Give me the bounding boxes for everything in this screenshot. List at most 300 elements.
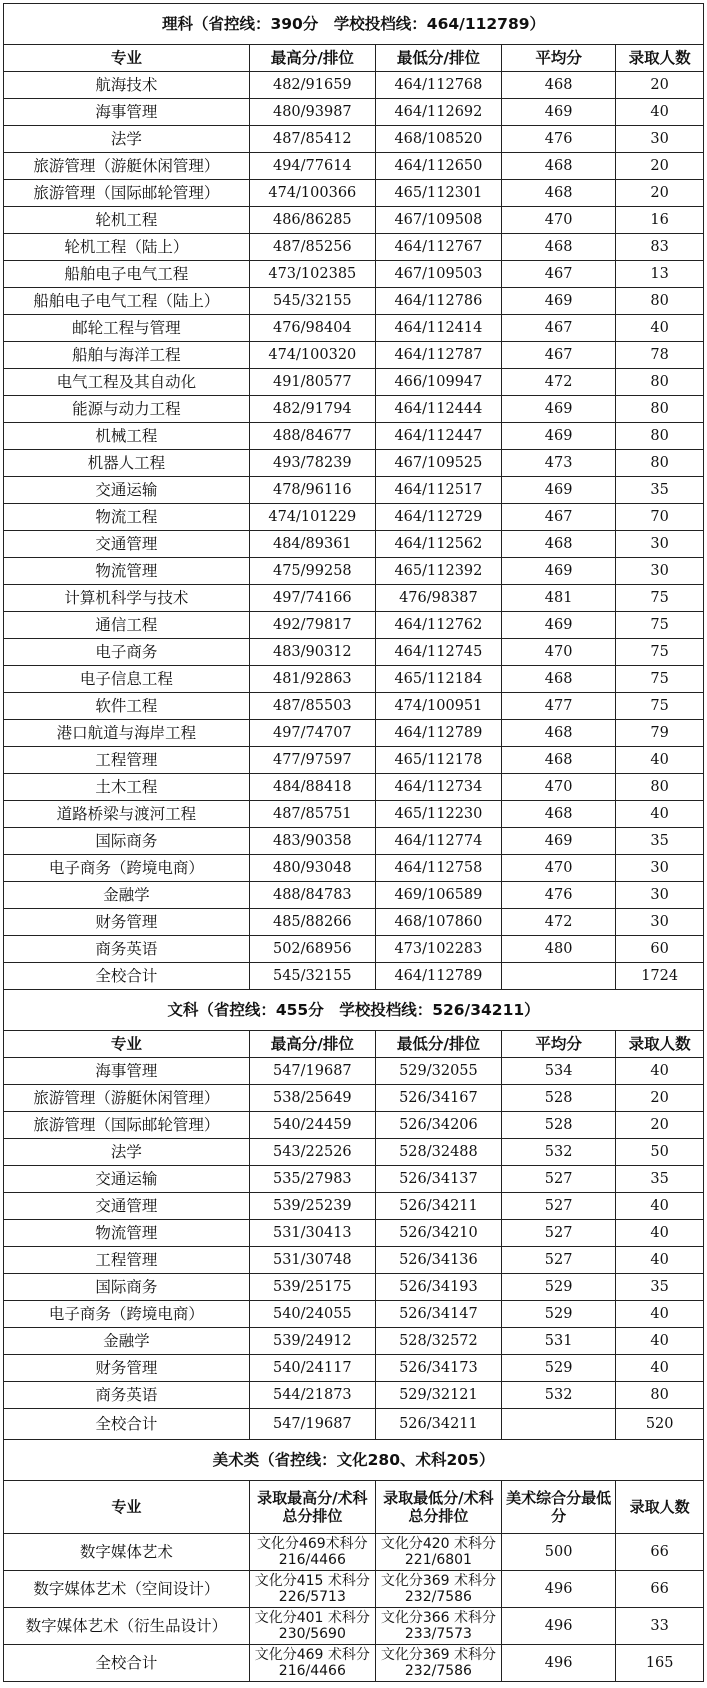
admitted-count-cell: 40 — [616, 1328, 704, 1355]
lowest-score-cell: 465/112178 — [375, 747, 501, 774]
major-cell: 数字媒体艺术（空间设计） — [4, 1571, 250, 1608]
admitted-count-cell: 79 — [616, 720, 704, 747]
major-cell: 道路桥梁与渡河工程 — [4, 801, 250, 828]
table-row — [4, 531, 704, 558]
table-row — [4, 1058, 704, 1085]
admitted-count-cell: 20 — [616, 1112, 704, 1139]
admitted-count-cell: 13 — [616, 261, 704, 288]
average-score-cell: 532 — [501, 1139, 615, 1166]
lowest-score-cell: 526/34167 — [375, 1085, 501, 1112]
lowest-score-cell: 464/112444 — [375, 396, 501, 423]
admitted-count-cell: 75 — [616, 693, 704, 720]
highest-score-cell: 484/88418 — [249, 774, 375, 801]
highest-score-cell: 474/100320 — [249, 342, 375, 369]
highest-score-cell: 481/92863 — [249, 666, 375, 693]
admitted-count-cell: 75 — [616, 612, 704, 639]
major-cell: 机器人工程 — [4, 450, 250, 477]
major-cell: 邮轮工程与管理 — [4, 315, 250, 342]
admitted-count-cell: 75 — [616, 639, 704, 666]
lowest-score-cell: 465/112184 — [375, 666, 501, 693]
average-score-cell: 470 — [501, 774, 615, 801]
admitted-count-cell: 40 — [616, 1301, 704, 1328]
lowest-score-cell: 526/34210 — [375, 1220, 501, 1247]
lowest-score-cell: 464/112745 — [375, 639, 501, 666]
average-score-cell: 527 — [501, 1193, 615, 1220]
column-header: 录取人数 — [616, 45, 704, 72]
admitted-count-cell: 80 — [616, 1382, 704, 1409]
highest-score-cell: 484/89361 — [249, 531, 375, 558]
major-cell: 旅游管理（国际邮轮管理） — [4, 180, 250, 207]
table-row — [4, 1534, 704, 1571]
lowest-score-cell: 476/98387 — [375, 585, 501, 612]
table-row — [4, 558, 704, 585]
major-cell: 旅游管理（游艇休闲管理） — [4, 1085, 250, 1112]
highest-score-cell: 531/30413 — [249, 1220, 375, 1247]
table-row — [4, 774, 704, 801]
average-score-cell: 496 — [501, 1645, 615, 1682]
admitted-count-cell: 30 — [616, 909, 704, 936]
highest-score-cell: 547/19687 — [249, 1058, 375, 1085]
science-section-title — [4, 4, 704, 45]
major-cell: 海事管理 — [4, 99, 250, 126]
average-score-cell: 469 — [501, 612, 615, 639]
highest-score-cell: 480/93048 — [249, 855, 375, 882]
lowest-score-cell: 464/112447 — [375, 423, 501, 450]
lowest-score-cell: 文化分369 术科分232/7586 — [375, 1571, 501, 1608]
lowest-score-cell: 文化分369 术科分232/7586 — [375, 1645, 501, 1682]
major-cell: 港口航道与海岸工程 — [4, 720, 250, 747]
major-cell: 商务英语 — [4, 1382, 250, 1409]
lowest-score-cell: 466/109947 — [375, 369, 501, 396]
major-cell: 全校合计 — [4, 963, 250, 990]
table-row — [4, 477, 704, 504]
column-header: 最低分/排位 — [375, 45, 501, 72]
fineart-section-title — [4, 1440, 704, 1481]
admitted-count-cell: 40 — [616, 1220, 704, 1247]
highest-score-cell: 488/84783 — [249, 882, 375, 909]
highest-score-cell: 482/91794 — [249, 396, 375, 423]
table-row — [4, 801, 704, 828]
highest-score-cell: 497/74166 — [249, 585, 375, 612]
average-score-cell — [501, 963, 615, 990]
major-cell: 船舶与海洋工程 — [4, 342, 250, 369]
admitted-count-cell: 40 — [616, 747, 704, 774]
highest-score-cell: 544/21873 — [249, 1382, 375, 1409]
table-row — [4, 342, 704, 369]
admitted-count-cell: 70 — [616, 504, 704, 531]
table-row — [4, 423, 704, 450]
table-row — [4, 855, 704, 882]
major-cell: 商务英语 — [4, 936, 250, 963]
major-cell: 法学 — [4, 126, 250, 153]
admitted-count-cell: 80 — [616, 450, 704, 477]
admitted-count-cell: 20 — [616, 153, 704, 180]
column-header: 平均分 — [501, 45, 615, 72]
major-cell: 物流工程 — [4, 504, 250, 531]
average-score-cell: 529 — [501, 1301, 615, 1328]
major-cell: 工程管理 — [4, 1247, 250, 1274]
table-row — [4, 1608, 704, 1645]
lowest-score-cell: 467/109503 — [375, 261, 501, 288]
table-row — [4, 909, 704, 936]
lowest-score-cell: 526/34136 — [375, 1247, 501, 1274]
lowest-score-cell: 529/32121 — [375, 1382, 501, 1409]
highest-score-cell: 494/77614 — [249, 153, 375, 180]
total-row — [4, 1409, 704, 1440]
admitted-count-cell: 1724 — [616, 963, 704, 990]
table-row — [4, 1193, 704, 1220]
average-score-cell: 469 — [501, 477, 615, 504]
average-score-cell: 469 — [501, 423, 615, 450]
major-cell: 海事管理 — [4, 1058, 250, 1085]
column-header: 录取最高分/术科总分排位 — [249, 1481, 375, 1534]
table-row — [4, 585, 704, 612]
highest-score-cell: 502/68956 — [249, 936, 375, 963]
table-row — [4, 450, 704, 477]
table-row — [4, 1085, 704, 1112]
average-score-cell: 528 — [501, 1085, 615, 1112]
average-score-cell: 496 — [501, 1608, 615, 1645]
admitted-count-cell: 20 — [616, 1085, 704, 1112]
average-score-cell: 469 — [501, 288, 615, 315]
table-row — [4, 828, 704, 855]
highest-score-cell: 488/84677 — [249, 423, 375, 450]
admitted-count-cell: 80 — [616, 423, 704, 450]
lowest-score-cell: 464/112734 — [375, 774, 501, 801]
column-header: 录取人数 — [616, 1481, 704, 1534]
lowest-score-cell: 526/34193 — [375, 1274, 501, 1301]
highest-score-cell: 文化分415 术科分226/5713 — [249, 1571, 375, 1608]
table-row — [4, 153, 704, 180]
lowest-score-cell: 464/112758 — [375, 855, 501, 882]
admitted-count-cell: 66 — [616, 1534, 704, 1571]
table-row — [4, 1328, 704, 1355]
admitted-count-cell: 35 — [616, 1166, 704, 1193]
major-cell: 国际商务 — [4, 828, 250, 855]
section-title: 文科（省控线：455分 学校投档线：526/34211） — [4, 990, 704, 1031]
admitted-count-cell: 30 — [616, 882, 704, 909]
average-score-cell: 529 — [501, 1355, 615, 1382]
column-header: 最高分/排位 — [249, 1031, 375, 1058]
average-score-cell: 527 — [501, 1220, 615, 1247]
admission-score-table — [3, 3, 704, 1682]
major-cell: 船舶电子电气工程（陆上） — [4, 288, 250, 315]
average-score-cell: 469 — [501, 558, 615, 585]
table-row — [4, 882, 704, 909]
section-title: 美术类（省控线：文化280、术科205） — [4, 1440, 704, 1481]
major-cell: 电子商务（跨境电商） — [4, 855, 250, 882]
highest-score-cell: 476/98404 — [249, 315, 375, 342]
admitted-count-cell: 80 — [616, 396, 704, 423]
admitted-count-cell: 520 — [616, 1409, 704, 1440]
admitted-count-cell: 20 — [616, 180, 704, 207]
average-score-cell: 467 — [501, 504, 615, 531]
column-header: 专业 — [4, 45, 250, 72]
highest-score-cell: 545/32155 — [249, 288, 375, 315]
section-title: 理科（省控线：390分 学校投档线：464/112789） — [4, 4, 704, 45]
lowest-score-cell: 464/112789 — [375, 720, 501, 747]
average-score-cell: 472 — [501, 909, 615, 936]
table-row — [4, 126, 704, 153]
table-row — [4, 369, 704, 396]
admitted-count-cell: 20 — [616, 72, 704, 99]
average-score-cell: 529 — [501, 1274, 615, 1301]
highest-score-cell: 535/27983 — [249, 1166, 375, 1193]
table-row — [4, 1382, 704, 1409]
average-score-cell: 527 — [501, 1247, 615, 1274]
major-cell: 旅游管理（游艇休闲管理） — [4, 153, 250, 180]
major-cell: 通信工程 — [4, 612, 250, 639]
table-row — [4, 99, 704, 126]
table-row — [4, 1166, 704, 1193]
admitted-count-cell: 16 — [616, 207, 704, 234]
table-row — [4, 261, 704, 288]
lowest-score-cell: 464/112729 — [375, 504, 501, 531]
lowest-score-cell: 文化分366 术科分233/7573 — [375, 1608, 501, 1645]
table-row — [4, 234, 704, 261]
table-row — [4, 1645, 704, 1682]
average-score-cell: 481 — [501, 585, 615, 612]
major-cell: 交通管理 — [4, 531, 250, 558]
highest-score-cell: 540/24055 — [249, 1301, 375, 1328]
highest-score-cell: 545/32155 — [249, 963, 375, 990]
major-cell: 电子信息工程 — [4, 666, 250, 693]
science-header-row — [4, 45, 704, 72]
lowest-score-cell: 464/112692 — [375, 99, 501, 126]
lowest-score-cell: 464/112789 — [375, 963, 501, 990]
average-score-cell: 528 — [501, 1112, 615, 1139]
admitted-count-cell: 40 — [616, 315, 704, 342]
highest-score-cell: 547/19687 — [249, 1409, 375, 1440]
lowest-score-cell: 526/34147 — [375, 1301, 501, 1328]
lowest-score-cell: 474/100951 — [375, 693, 501, 720]
highest-score-cell: 487/85256 — [249, 234, 375, 261]
highest-score-cell: 539/24912 — [249, 1328, 375, 1355]
major-cell: 电气工程及其自动化 — [4, 369, 250, 396]
admitted-count-cell: 40 — [616, 1355, 704, 1382]
major-cell: 数字媒体艺术（衍生品设计） — [4, 1608, 250, 1645]
lowest-score-cell: 528/32572 — [375, 1328, 501, 1355]
average-score-cell: 476 — [501, 882, 615, 909]
lowest-score-cell: 464/112414 — [375, 315, 501, 342]
average-score-cell: 470 — [501, 639, 615, 666]
highest-score-cell: 487/85412 — [249, 126, 375, 153]
highest-score-cell: 539/25239 — [249, 1193, 375, 1220]
table-row — [4, 396, 704, 423]
highest-score-cell: 474/100366 — [249, 180, 375, 207]
average-score-cell: 468 — [501, 747, 615, 774]
average-score-cell: 527 — [501, 1166, 615, 1193]
average-score-cell: 469 — [501, 99, 615, 126]
major-cell: 金融学 — [4, 882, 250, 909]
average-score-cell: 470 — [501, 855, 615, 882]
lowest-score-cell: 464/112762 — [375, 612, 501, 639]
highest-score-cell: 480/93987 — [249, 99, 375, 126]
lowest-score-cell: 467/109508 — [375, 207, 501, 234]
admitted-count-cell: 78 — [616, 342, 704, 369]
highest-score-cell: 531/30748 — [249, 1247, 375, 1274]
major-cell: 软件工程 — [4, 693, 250, 720]
major-cell: 轮机工程（陆上） — [4, 234, 250, 261]
lowest-score-cell: 468/107860 — [375, 909, 501, 936]
highest-score-cell: 539/25175 — [249, 1274, 375, 1301]
table-row — [4, 504, 704, 531]
table-row — [4, 720, 704, 747]
average-score-cell: 476 — [501, 126, 615, 153]
highest-score-cell: 文化分469术科分216/4466 — [249, 1534, 375, 1571]
highest-score-cell: 543/22526 — [249, 1139, 375, 1166]
table-row — [4, 1301, 704, 1328]
major-cell: 财务管理 — [4, 909, 250, 936]
lowest-score-cell: 526/34137 — [375, 1166, 501, 1193]
lowest-score-cell: 526/34206 — [375, 1112, 501, 1139]
total-row — [4, 963, 704, 990]
admitted-count-cell: 35 — [616, 477, 704, 504]
lowest-score-cell: 464/112774 — [375, 828, 501, 855]
lowest-score-cell: 文化分420 术科分221/6801 — [375, 1534, 501, 1571]
table-row — [4, 666, 704, 693]
highest-score-cell: 473/102385 — [249, 261, 375, 288]
major-cell: 国际商务 — [4, 1274, 250, 1301]
highest-score-cell: 487/85751 — [249, 801, 375, 828]
average-score-cell — [501, 1409, 615, 1440]
average-score-cell: 468 — [501, 720, 615, 747]
average-score-cell: 467 — [501, 261, 615, 288]
admitted-count-cell: 83 — [616, 234, 704, 261]
table-row — [4, 693, 704, 720]
major-cell: 电子商务 — [4, 639, 250, 666]
highest-score-cell: 492/79817 — [249, 612, 375, 639]
average-score-cell: 534 — [501, 1058, 615, 1085]
admitted-count-cell: 40 — [616, 1247, 704, 1274]
average-score-cell: 467 — [501, 315, 615, 342]
major-cell: 电子商务（跨境电商） — [4, 1301, 250, 1328]
admitted-count-cell: 33 — [616, 1608, 704, 1645]
admitted-count-cell: 40 — [616, 1193, 704, 1220]
highest-score-cell: 540/24117 — [249, 1355, 375, 1382]
highest-score-cell: 538/25649 — [249, 1085, 375, 1112]
average-score-cell: 467 — [501, 342, 615, 369]
highest-score-cell: 482/91659 — [249, 72, 375, 99]
admitted-count-cell: 30 — [616, 855, 704, 882]
highest-score-cell: 478/96116 — [249, 477, 375, 504]
table-row — [4, 747, 704, 774]
average-score-cell: 468 — [501, 666, 615, 693]
lowest-score-cell: 465/112301 — [375, 180, 501, 207]
admitted-count-cell: 75 — [616, 585, 704, 612]
average-score-cell: 500 — [501, 1534, 615, 1571]
highest-score-cell: 540/24459 — [249, 1112, 375, 1139]
table-row — [4, 1247, 704, 1274]
highest-score-cell: 文化分401 术科分230/5690 — [249, 1608, 375, 1645]
highest-score-cell: 文化分469 术科分216/4466 — [249, 1645, 375, 1682]
table-row — [4, 1220, 704, 1247]
highest-score-cell: 483/90358 — [249, 828, 375, 855]
table-row — [4, 1139, 704, 1166]
average-score-cell: 470 — [501, 207, 615, 234]
major-cell: 全校合计 — [4, 1645, 250, 1682]
lowest-score-cell: 464/112517 — [375, 477, 501, 504]
admitted-count-cell: 40 — [616, 1058, 704, 1085]
admitted-count-cell: 165 — [616, 1645, 704, 1682]
table-row — [4, 639, 704, 666]
average-score-cell: 472 — [501, 369, 615, 396]
average-score-cell: 469 — [501, 828, 615, 855]
arts-header-row — [4, 1031, 704, 1058]
table-row — [4, 207, 704, 234]
table-row — [4, 315, 704, 342]
admitted-count-cell: 60 — [616, 936, 704, 963]
average-score-cell: 477 — [501, 693, 615, 720]
column-header: 最高分/排位 — [249, 45, 375, 72]
column-header: 录取人数 — [616, 1031, 704, 1058]
average-score-cell: 468 — [501, 234, 615, 261]
table-row — [4, 936, 704, 963]
major-cell: 全校合计 — [4, 1409, 250, 1440]
table-row — [4, 612, 704, 639]
table-row — [4, 72, 704, 99]
average-score-cell: 473 — [501, 450, 615, 477]
admitted-count-cell: 80 — [616, 288, 704, 315]
highest-score-cell: 493/78239 — [249, 450, 375, 477]
major-cell: 物流管理 — [4, 1220, 250, 1247]
lowest-score-cell: 464/112767 — [375, 234, 501, 261]
major-cell: 金融学 — [4, 1328, 250, 1355]
column-header: 专业 — [4, 1031, 250, 1058]
lowest-score-cell: 464/112787 — [375, 342, 501, 369]
average-score-cell: 469 — [501, 396, 615, 423]
admitted-count-cell: 30 — [616, 558, 704, 585]
admitted-count-cell: 75 — [616, 666, 704, 693]
highest-score-cell: 483/90312 — [249, 639, 375, 666]
average-score-cell: 468 — [501, 801, 615, 828]
highest-score-cell: 486/86285 — [249, 207, 375, 234]
lowest-score-cell: 465/112392 — [375, 558, 501, 585]
highest-score-cell: 497/74707 — [249, 720, 375, 747]
average-score-cell: 531 — [501, 1328, 615, 1355]
lowest-score-cell: 467/109525 — [375, 450, 501, 477]
highest-score-cell: 475/99258 — [249, 558, 375, 585]
major-cell: 物流管理 — [4, 558, 250, 585]
major-cell: 计算机科学与技术 — [4, 585, 250, 612]
major-cell: 交通管理 — [4, 1193, 250, 1220]
admitted-count-cell: 80 — [616, 369, 704, 396]
lowest-score-cell: 526/34211 — [375, 1193, 501, 1220]
major-cell: 轮机工程 — [4, 207, 250, 234]
highest-score-cell: 491/80577 — [249, 369, 375, 396]
admitted-count-cell: 80 — [616, 774, 704, 801]
table-row — [4, 288, 704, 315]
admitted-count-cell: 35 — [616, 828, 704, 855]
major-cell: 航海技术 — [4, 72, 250, 99]
average-score-cell: 468 — [501, 72, 615, 99]
major-cell: 法学 — [4, 1139, 250, 1166]
column-header: 平均分 — [501, 1031, 615, 1058]
lowest-score-cell: 465/112230 — [375, 801, 501, 828]
lowest-score-cell: 529/32055 — [375, 1058, 501, 1085]
major-cell: 交通运输 — [4, 477, 250, 504]
lowest-score-cell: 473/102283 — [375, 936, 501, 963]
major-cell: 能源与动力工程 — [4, 396, 250, 423]
major-cell: 土木工程 — [4, 774, 250, 801]
major-cell: 交通运输 — [4, 1166, 250, 1193]
average-score-cell: 532 — [501, 1382, 615, 1409]
lowest-score-cell: 469/106589 — [375, 882, 501, 909]
major-cell: 财务管理 — [4, 1355, 250, 1382]
major-cell: 数字媒体艺术 — [4, 1534, 250, 1571]
lowest-score-cell: 528/32488 — [375, 1139, 501, 1166]
column-header: 最低分/排位 — [375, 1031, 501, 1058]
